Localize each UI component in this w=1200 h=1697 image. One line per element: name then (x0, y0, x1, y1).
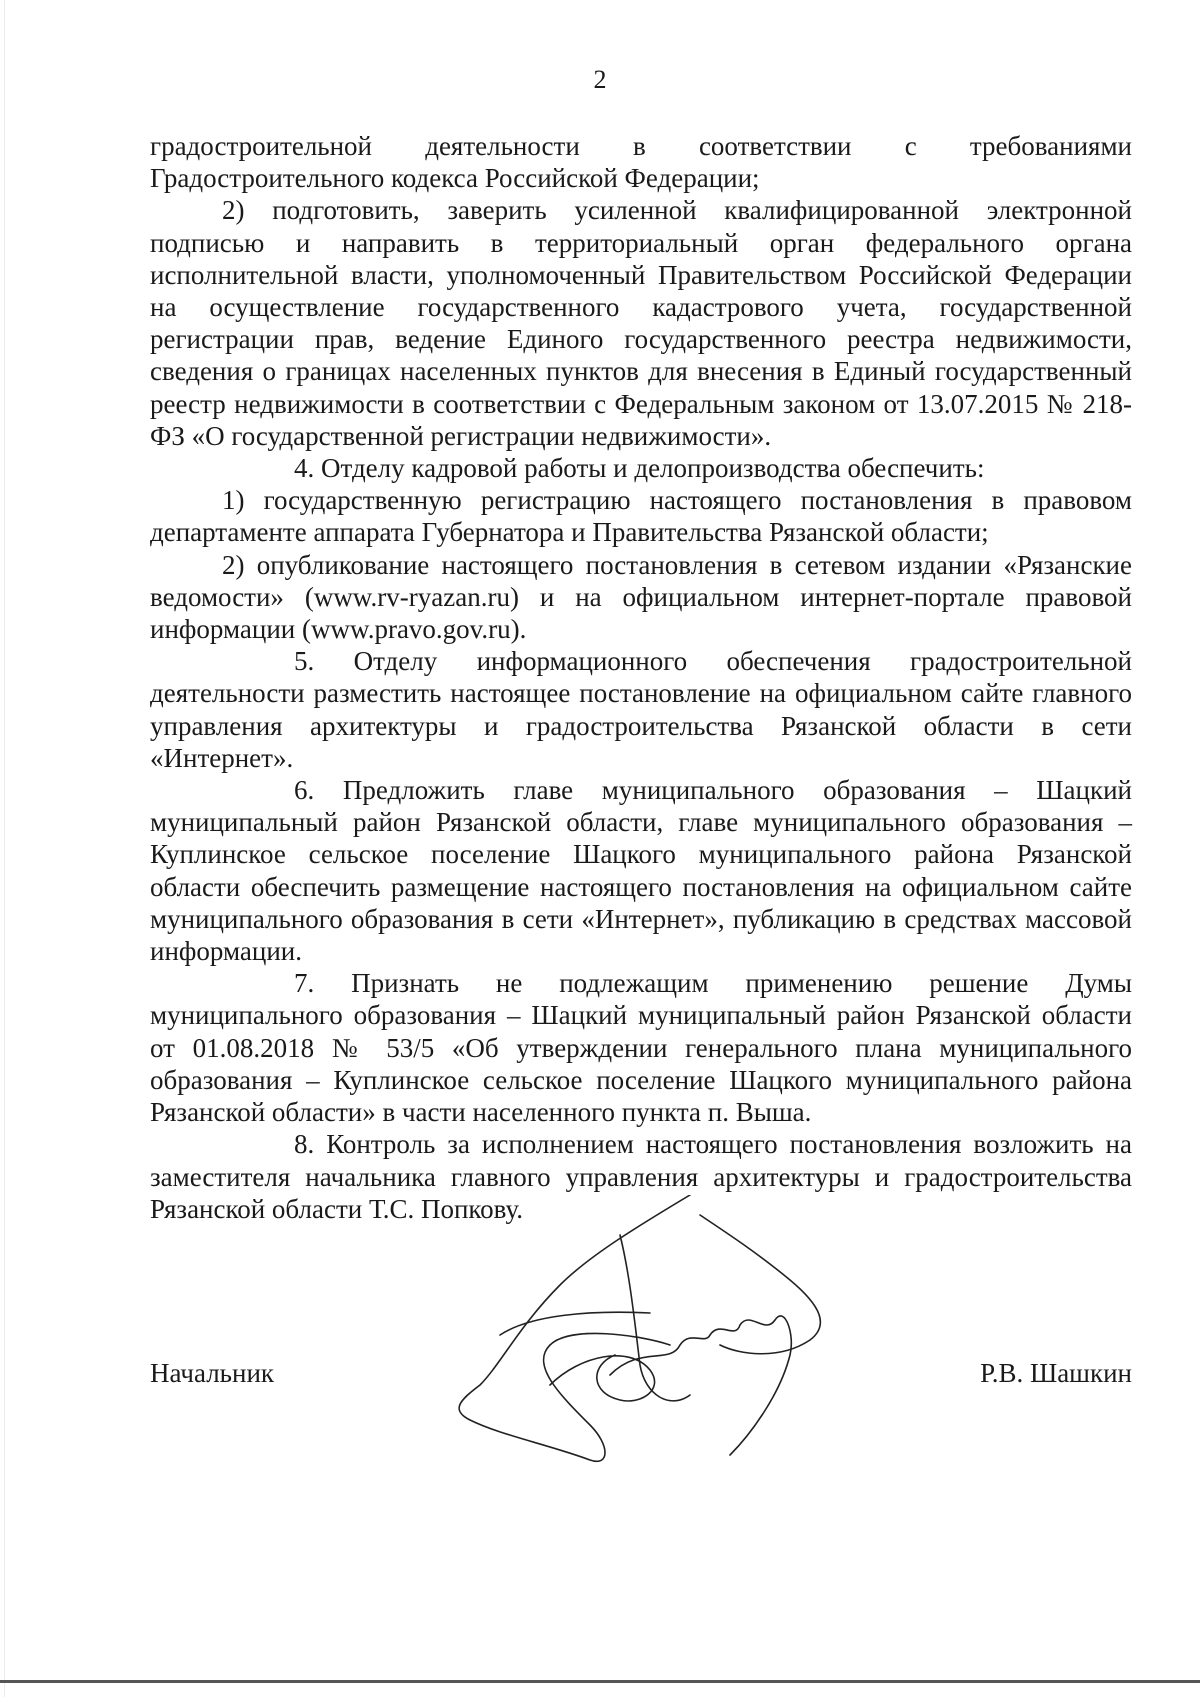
paragraph-text: Контроль за исполнением настоящего постановления возложить на заместителя начальника главного управления архитектуры и градостроительства Рязанской области Т.С. Попкову. (150, 1129, 1132, 1224)
document-body (150, 130, 1132, 1225)
item-number: 8. (294, 1129, 315, 1160)
signatory-name: Р.В. Шашкин (980, 1358, 1132, 1388)
scan-bottom-border (0, 1680, 1200, 1683)
paragraph (150, 645, 1132, 774)
handwritten-signature (440, 1195, 880, 1485)
paragraph-text: Признать не подлежащим применению решение Думы муниципального образования – Шацкий муниципальный район Рязанской области от 01.08.2018 № 53/5 «Об утверждении генерального плана муниципального образования – Куплинское сельское поселение Шацкого муниципального района Рязанской области» в части населенного пункта п. Выша. (150, 968, 1133, 1128)
paragraph-text: 2) подготовить, заверить усиленной квалифицированной электронной подписью и направить в территориальный орган федерального органа исполнительной власти, уполномоченный Правительством Российской Федерации на осуществление государственного кадастрового учета, государственной регистрации прав, ведение Единого государственного реестра недвижимости, сведения о границах населенных пунктов для внесения в Единый государственный реестр недвижимости в соответствии с Федеральным законом от 13.07.2015 № 218-ФЗ «О государственной регистрации недвижимости». (150, 195, 1132, 451)
paragraph-text: Отделу кадровой работы и делопроизводства обеспечить: (321, 453, 985, 484)
paragraph-text: Предложить главе муниципального образования – Шацкий муниципальный район Рязанской области, главе муниципального образования – Куплинское сельское поселение Шацкого муниципального района Рязанской области обеспечить размещение настоящего постановления на официальном сайте муниципального образования в сети «Интернет», публикацию в средствах массовой информации. (150, 775, 1132, 967)
paragraph-text: 2) опубликование настоящего постановления в сетевом издании «Рязанские ведомости» (www.rv-ryazan.ru) и на официальном интернет-портале правовой информации (www.pravo.gov.ru). (150, 549, 1132, 645)
item-number: 5. (294, 646, 315, 677)
signatory-title: Начальник (150, 1358, 275, 1388)
paragraph-text: градостроительной деятельности в соответствии с требованиями Градостроительного кодекса Российской Федерации; (150, 131, 1132, 194)
paragraph (150, 484, 1132, 548)
paragraph (150, 194, 1132, 452)
item-number: 4. (294, 453, 315, 484)
paragraph (150, 967, 1132, 1128)
scan-edge (4, 0, 5, 1697)
paragraph (150, 452, 1132, 484)
paragraph (150, 130, 1132, 194)
paragraph (150, 774, 1132, 967)
item-number: 6. (294, 775, 315, 806)
paragraph-text: Отделу информационного обеспечения градостроительной деятельности разместить настоящее постановление на официальном сайте главного управления архитектуры и градостроительства Рязанской области в сети «Интернет». (150, 646, 1132, 773)
paragraph (150, 549, 1132, 646)
item-number: 7. (294, 968, 315, 999)
paragraph-text: 1) государственную регистрацию настоящего постановления в правовом департаменте аппарата Губернатора и Правительства Рязанской области; (150, 485, 1132, 548)
page-number: 2 (593, 65, 607, 94)
